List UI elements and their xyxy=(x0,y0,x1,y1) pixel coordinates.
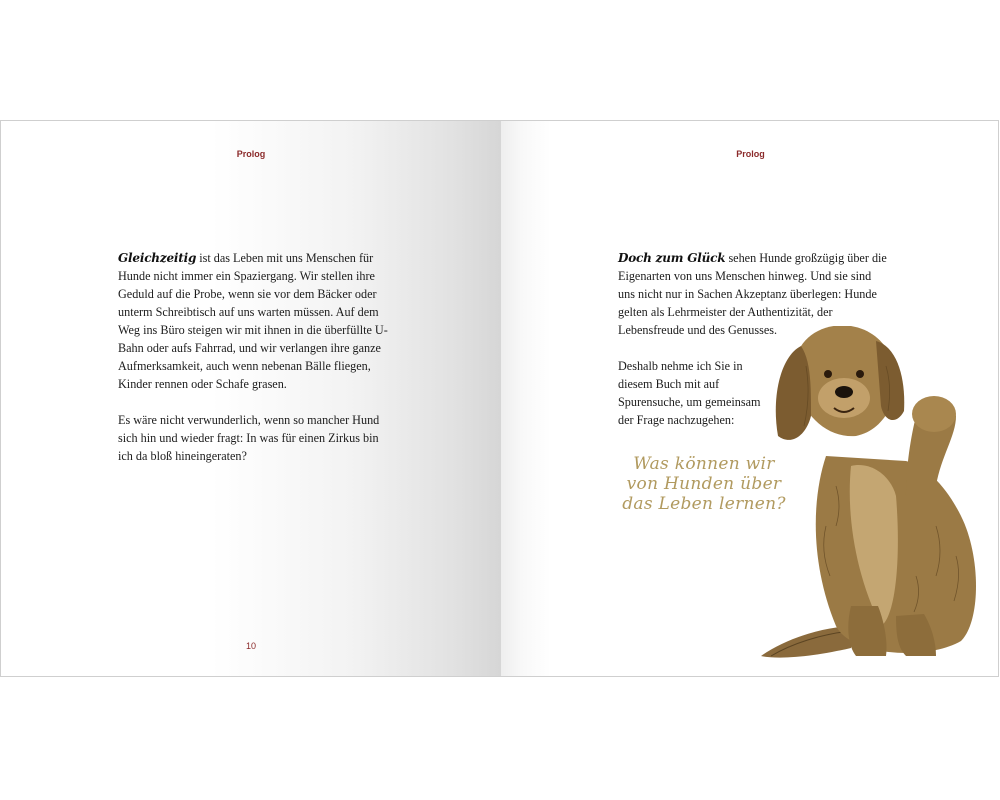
right-lead-words: Doch zum Glück xyxy=(618,251,726,265)
right-paragraph-2: Deshalb nehme ich Sie in diesem Buch mit auf Spurensuche, um gemeinsam der Frage nachzugehen: xyxy=(618,359,761,427)
book-spread xyxy=(0,120,999,677)
right-page xyxy=(501,121,999,676)
left-paragraph-1 xyxy=(118,249,388,393)
right-body-text xyxy=(618,249,888,447)
page-number: 10 xyxy=(245,641,256,651)
right-paragraph-1-body: sehen Hunde großzügig über die Eigenarten von uns Menschen hinweg. Und sie sind uns nicht nur in Sachen Akzeptanz überlegen: Hunde gelten als Lehrmeister der Authentizität, der Lebensfreude und des Genusses. xyxy=(618,251,887,337)
running-head-left: Prolog xyxy=(236,149,266,159)
running-head-right: Prolog xyxy=(736,149,765,159)
left-lead-word: Gleichzeitig xyxy=(118,251,197,265)
pull-quote: Was können wir von Hunden über das Leben lernen? xyxy=(622,454,786,514)
left-paragraph-2: Es wäre nicht verwunderlich, wenn so mancher Hund sich hin und wieder fragt: In was für einen Zirkus bin ich da bloß hineingeraten? xyxy=(118,413,380,463)
left-paragraph-1-body: ist das Leben mit uns Menschen für Hunde nicht immer ein Spaziergang. Wir stellen ihre Geduld auf die Probe, wenn sie vor dem Bäcker oder unterm Schreibtisch auf uns warten müssen. Auf dem Weg ins Büro steigen wir mit ihnen in die überfüllte U-Bahn oder aufs Fahrrad, und wir verlangen ihre ganze Aufmerksamkeit, auch wenn nebenan Bälle fliegen, Kinder rennen oder Schafe grasen. xyxy=(118,251,388,391)
left-page xyxy=(1,121,501,676)
right-paragraph-1 xyxy=(618,249,888,339)
left-body-text xyxy=(118,249,388,483)
